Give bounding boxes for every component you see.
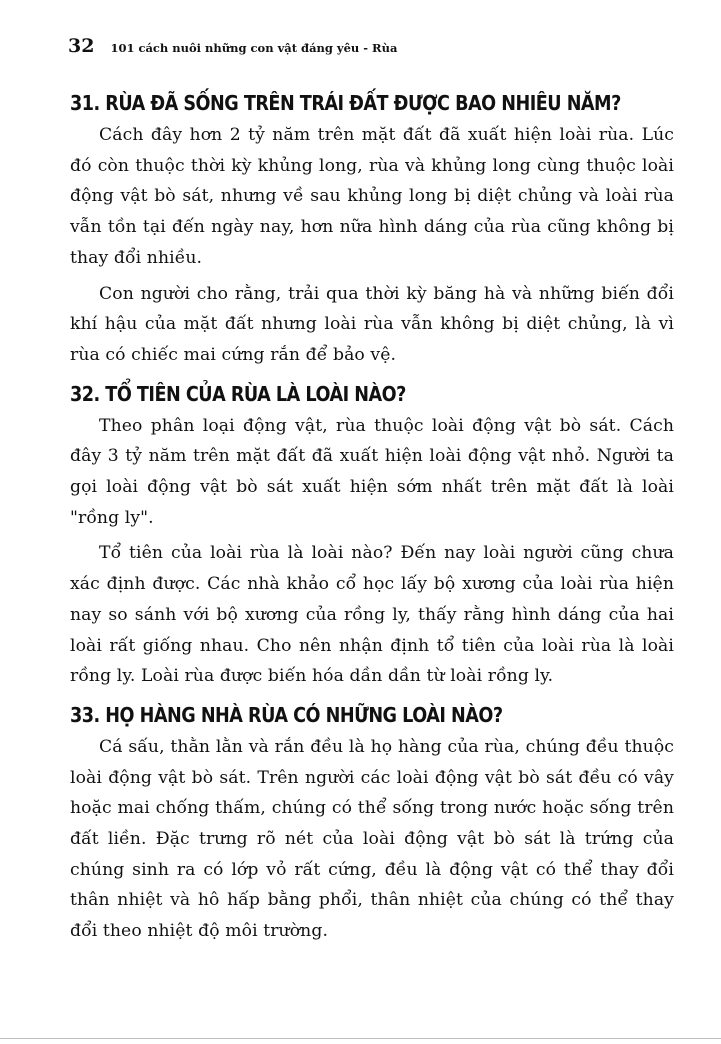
paragraph: Theo phân loại động vật, rùa thuộc loài động vật bò sát. Cách đây 3 tỷ năm trên mặt đất đã xuất hiện loài động vật nhỏ. Người ta gọi loài động vật bò sát xuất hiện sớm nhất trên mặt đất là loài "rồng ly". (70, 415, 674, 528)
paragraph: Con người cho rằng, trải qua thời kỳ băng hà và những biến đổi khí hậu của mặt đất nhưng loài rùa vẫn không bị diệt chủng, là vì rùa có chiếc mai cứng rắn để bảo vệ. (70, 283, 674, 365)
paragraph: Tổ tiên của loài rùa là loài nào? Đến nay loài người cũng chưa xác định được. Các nhà khảo cổ học lấy bộ xương của loài rùa hiện nay so sánh với bộ xương của rồng ly, thấy rằng hình dáng của hai loài rất giống nhau. Cho nên nhận định tổ tiên của loài rùa là loài rồng ly. Loài rùa được biến hóa dần dần từ loài rồng ly. (70, 543, 674, 687)
page-bottom-rule (0, 1038, 721, 1039)
running-header (68, 35, 397, 57)
section-heading: 33. HỌ HÀNG NHÀ RÙA CÓ NHỮNG LOÀI NÀO? (70, 702, 503, 727)
book-title: 101 cách nuôi những con vật đáng yêu - Rùa (110, 41, 398, 55)
section-33 (70, 698, 674, 947)
section-32 (70, 377, 674, 692)
paragraph: Cá sấu, thằn lằn và rắn đều là họ hàng của rùa, chúng đều thuộc loài động vật bò sát. Trên người các loài động vật bò sát đều có vây hoặc mai chống thấm, chúng có thể sống trong nước hoặc sống trên đất liền. Đặc trưng rõ nét của loài động vật bò sát là trứng của chúng sinh ra có lớp vỏ rất cứng, đều là động vật có thể thay đổi thân nhiệt và hô hấp bằng phổi, thân nhiệt của chúng có thể thay đổi theo nhiệt độ môi trường. (70, 736, 674, 942)
section-31 (70, 86, 674, 371)
section-heading: 31. RÙA ĐÃ SỐNG TRÊN TRÁI ĐẤT ĐƯỢC BAO NHIÊU NĂM? (70, 91, 621, 115)
page-number: 32 (68, 35, 95, 57)
page-content (70, 86, 674, 947)
section-heading: 32. TỔ TIÊN CỦA RÙA LÀ LOÀI NÀO? (70, 381, 406, 406)
paragraph: Cách đây hơn 2 tỷ năm trên mặt đất đã xuất hiện loài rùa. Lúc đó còn thuộc thời kỳ khủng long, rùa và khủng long cùng thuộc loài động vật bò sát, nhưng về sau khủng long bị diệt chủng và loài rùa vẫn tồn tại đến ngày nay, hơn nữa hình dáng của rùa cũng không bị thay đổi nhiều. (70, 125, 674, 268)
